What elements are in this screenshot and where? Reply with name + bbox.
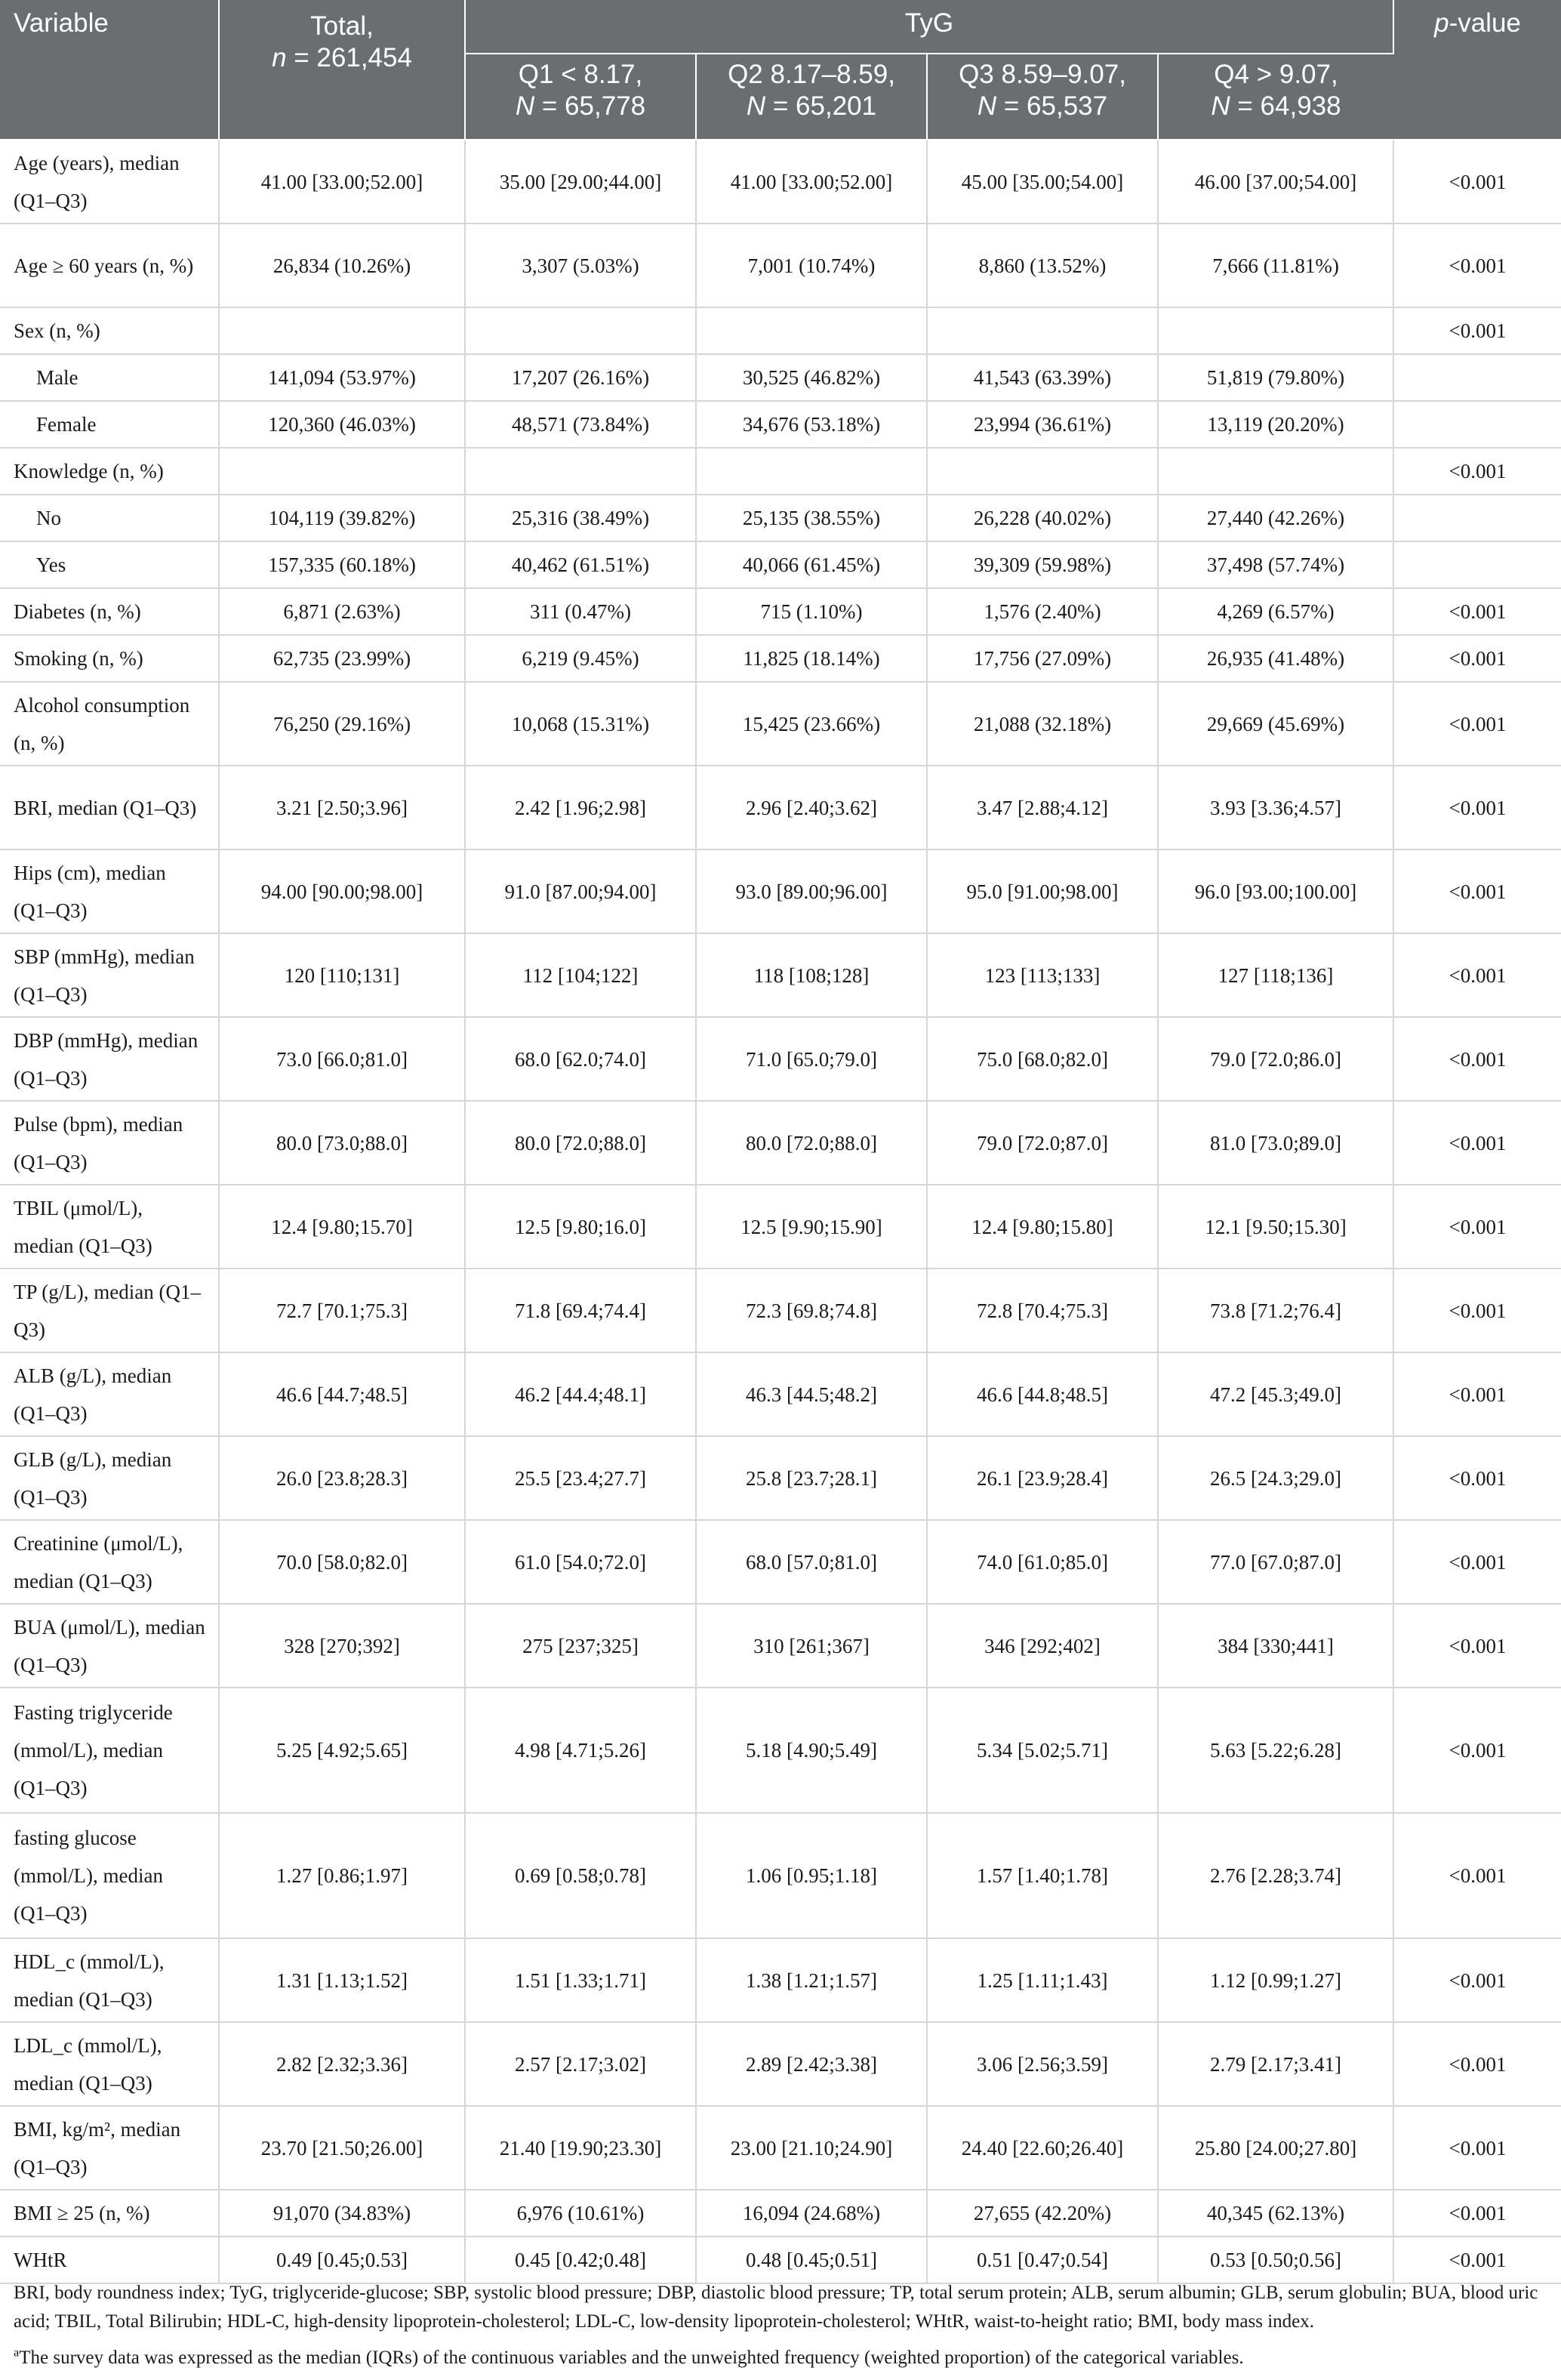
table-row (0, 682, 1561, 766)
cell-q3: 26,228 (40.02%) (927, 495, 1158, 541)
cell-pvalue: <0.001 (1393, 766, 1561, 849)
cell-q2 (696, 307, 927, 354)
cell-q1: 80.0 [72.0;88.0] (465, 1101, 696, 1185)
cell-total (219, 448, 465, 495)
cell-total: 26,834 (10.26%) (219, 224, 465, 307)
table-header (0, 0, 1561, 140)
cell-total: 70.0 [58.0;82.0] (219, 1520, 465, 1604)
cell-total: 104,119 (39.82%) (219, 495, 465, 541)
footnote-note (14, 2344, 1546, 2372)
cell-q4: 1.12 [0.99;1.27] (1158, 1938, 1393, 2022)
cell-q4: 27,440 (42.26%) (1158, 495, 1393, 541)
cell-q3: 1.25 [1.11;1.43] (927, 1938, 1158, 2022)
cell-q2: 7,001 (10.74%) (696, 224, 927, 307)
table-row (0, 849, 1561, 933)
cell-q2: 93.0 [89.00;96.00] (696, 849, 927, 933)
cell-q4 (1158, 307, 1393, 354)
cell-q3: 123 [113;133] (927, 933, 1158, 1017)
header-total-line1: Total, (310, 11, 374, 41)
cell-pvalue: <0.001 (1393, 1813, 1561, 1938)
quartile-label: Q1 < 8.17, (518, 60, 643, 89)
cell-pvalue: <0.001 (1393, 1604, 1561, 1688)
cell-pvalue: <0.001 (1393, 933, 1561, 1017)
cell-pvalue: <0.001 (1393, 1017, 1561, 1101)
cell-pvalue: <0.001 (1393, 1688, 1561, 1813)
cell-q1: 48,571 (73.84%) (465, 401, 696, 448)
cell-pvalue: <0.001 (1393, 2237, 1561, 2283)
cell-total: 41.00 [33.00;52.00] (219, 140, 465, 224)
cell-variable: Creatinine (μmol/L), median (Q1–Q3) (0, 1520, 219, 1604)
cell-total: 23.70 [21.50;26.00] (219, 2106, 465, 2190)
cell-q3: 41,543 (63.39%) (927, 354, 1158, 401)
header-total-n-value: = 261,454 (286, 43, 412, 72)
cell-pvalue: <0.001 (1393, 682, 1561, 766)
quartile-n-value: = 65,201 (765, 91, 877, 121)
quartile-label: Q2 8.17–8.59, (728, 60, 895, 89)
cell-q4: 4,269 (6.57%) (1158, 588, 1393, 635)
header-quartile-q4 (1158, 54, 1393, 140)
cell-variable: Age ≥ 60 years (n, %) (0, 224, 219, 307)
cell-q2: 2.89 [2.42;3.38] (696, 2022, 927, 2106)
header-total (219, 0, 465, 140)
cell-variable: LDL_c (mmol/L), median (Q1–Q3) (0, 2022, 219, 2106)
table-row (0, 1352, 1561, 1436)
cell-q1 (465, 307, 696, 354)
cell-pvalue: <0.001 (1393, 635, 1561, 682)
cell-q2: 16,094 (24.68%) (696, 2190, 927, 2237)
cell-total: 73.0 [66.0;81.0] (219, 1017, 465, 1101)
cell-q1: 0.45 [0.42;0.48] (465, 2237, 696, 2283)
cell-q1: 35.00 [29.00;44.00] (465, 140, 696, 224)
cell-pvalue: <0.001 (1393, 1185, 1561, 1269)
quartile-n-label: N (746, 91, 766, 121)
table-row (0, 1017, 1561, 1101)
cell-q1: 3,307 (5.03%) (465, 224, 696, 307)
cell-q2: 1.06 [0.95;1.18] (696, 1813, 927, 1938)
cell-total: 91,070 (34.83%) (219, 2190, 465, 2237)
table-row (0, 1101, 1561, 1185)
cell-pvalue: <0.001 (1393, 307, 1561, 354)
quartile-n-value: = 65,537 (996, 91, 1108, 121)
cell-q4: 2.79 [2.17;3.41] (1158, 2022, 1393, 2106)
cell-q4: 12.1 [9.50;15.30] (1158, 1185, 1393, 1269)
table-row (0, 635, 1561, 682)
cell-variable: Sex (n, %) (0, 307, 219, 354)
header-pvalue-rest: -value (1449, 8, 1521, 38)
table-row (0, 1813, 1561, 1938)
cell-q4: 77.0 [67.0;87.0] (1158, 1520, 1393, 1604)
table-body (0, 140, 1561, 2283)
cell-q2: 15,425 (23.66%) (696, 682, 927, 766)
cell-q4: 2.76 [2.28;3.74] (1158, 1813, 1393, 1938)
cell-q1 (465, 448, 696, 495)
cell-q2: 23.00 [21.10;24.90] (696, 2106, 927, 2190)
cell-pvalue: <0.001 (1393, 448, 1561, 495)
cell-q2: 25.8 [23.7;28.1] (696, 1436, 927, 1520)
table-row (0, 1185, 1561, 1269)
cell-q4: 127 [118;136] (1158, 933, 1393, 1017)
cell-variable: BUA (μmol/L), median (Q1–Q3) (0, 1604, 219, 1688)
cell-q3: 3.06 [2.56;3.59] (927, 2022, 1158, 2106)
table-footnote (14, 2279, 1546, 2380)
table-row (0, 1520, 1561, 1604)
cell-q1: 4.98 [4.71;5.26] (465, 1688, 696, 1813)
cell-q2: 25,135 (38.55%) (696, 495, 927, 541)
cell-q3: 1,576 (2.40%) (927, 588, 1158, 635)
table-row (0, 1436, 1561, 1520)
cell-q2: 72.3 [69.8;74.8] (696, 1269, 927, 1352)
cell-q4: 0.53 [0.50;0.56] (1158, 2237, 1393, 2283)
cell-q3: 95.0 [91.00;98.00] (927, 849, 1158, 933)
header-total-n-label: n (272, 43, 287, 72)
table-row (0, 224, 1561, 307)
cell-q1: 2.42 [1.96;2.98] (465, 766, 696, 849)
table-row (0, 495, 1561, 541)
cell-q1: 10,068 (15.31%) (465, 682, 696, 766)
cell-q1: 17,207 (26.16%) (465, 354, 696, 401)
cell-variable: GLB (g/L), median (Q1–Q3) (0, 1436, 219, 1520)
cell-total: 0.49 [0.45;0.53] (219, 2237, 465, 2283)
cell-q2: 46.3 [44.5;48.2] (696, 1352, 927, 1436)
cell-total: 141,094 (53.97%) (219, 354, 465, 401)
cell-q1: 25,316 (38.49%) (465, 495, 696, 541)
cell-pvalue: <0.001 (1393, 1436, 1561, 1520)
cell-q3: 79.0 [72.0;87.0] (927, 1101, 1158, 1185)
cell-q1: 6,976 (10.61%) (465, 2190, 696, 2237)
cell-pvalue: <0.001 (1393, 140, 1561, 224)
cell-q4: 13,119 (20.20%) (1158, 401, 1393, 448)
cell-q3: 27,655 (42.20%) (927, 2190, 1158, 2237)
cell-q2: 118 [108;128] (696, 933, 927, 1017)
cell-q4: 3.93 [3.36;4.57] (1158, 766, 1393, 849)
cell-q3: 23,994 (36.61%) (927, 401, 1158, 448)
cell-q3: 26.1 [23.9;28.4] (927, 1436, 1158, 1520)
cell-q1: 46.2 [44.4;48.1] (465, 1352, 696, 1436)
cell-variable: Fasting triglyceride (mmol/L), median (Q1–Q3) (0, 1688, 219, 1813)
cell-variable: HDL_c (mmol/L), median (Q1–Q3) (0, 1938, 219, 2022)
cell-total (219, 307, 465, 354)
cell-q3: 3.47 [2.88;4.12] (927, 766, 1158, 849)
cell-total: 76,250 (29.16%) (219, 682, 465, 766)
cell-q3: 74.0 [61.0;85.0] (927, 1520, 1158, 1604)
cell-q4: 51,819 (79.80%) (1158, 354, 1393, 401)
cell-variable: Smoking (n, %) (0, 635, 219, 682)
cell-variable: ALB (g/L), median (Q1–Q3) (0, 1352, 219, 1436)
cell-q2: 1.38 [1.21;1.57] (696, 1938, 927, 2022)
cell-q1: 275 [237;325] (465, 1604, 696, 1688)
cell-q4: 73.8 [71.2;76.4] (1158, 1269, 1393, 1352)
cell-total: 2.82 [2.32;3.36] (219, 2022, 465, 2106)
cell-pvalue: <0.001 (1393, 1352, 1561, 1436)
cell-total: 94.00 [90.00;98.00] (219, 849, 465, 933)
cell-pvalue: <0.001 (1393, 2106, 1561, 2190)
cell-q2: 5.18 [4.90;5.49] (696, 1688, 927, 1813)
cell-q1: 71.8 [69.4;74.4] (465, 1269, 696, 1352)
cell-q3 (927, 307, 1158, 354)
table-row (0, 401, 1561, 448)
cell-pvalue: <0.001 (1393, 1938, 1561, 2022)
cell-total: 72.7 [70.1;75.3] (219, 1269, 465, 1352)
cell-pvalue (1393, 541, 1561, 588)
cell-q2: 40,066 (61.45%) (696, 541, 927, 588)
table-row (0, 588, 1561, 635)
cell-q2: 34,676 (53.18%) (696, 401, 927, 448)
cell-q1: 91.0 [87.00;94.00] (465, 849, 696, 933)
cell-total: 5.25 [4.92;5.65] (219, 1688, 465, 1813)
table-row (0, 2237, 1561, 2283)
quartile-n-value: = 64,938 (1230, 91, 1341, 121)
cell-q1: 25.5 [23.4;27.7] (465, 1436, 696, 1520)
cell-q4: 46.00 [37.00;54.00] (1158, 140, 1393, 224)
cell-variable: Knowledge (n, %) (0, 448, 219, 495)
cell-pvalue: <0.001 (1393, 2022, 1561, 2106)
cell-q1: 61.0 [54.0;72.0] (465, 1520, 696, 1604)
cell-q2: 71.0 [65.0;79.0] (696, 1017, 927, 1101)
cell-pvalue: <0.001 (1393, 1101, 1561, 1185)
cell-q3: 39,309 (59.98%) (927, 541, 1158, 588)
cell-total: 46.6 [44.7;48.5] (219, 1352, 465, 1436)
cell-q2: 11,825 (18.14%) (696, 635, 927, 682)
cell-total: 157,335 (60.18%) (219, 541, 465, 588)
cell-variable: Male (0, 354, 219, 401)
cell-q3: 45.00 [35.00;54.00] (927, 140, 1158, 224)
cell-q2: 310 [261;367] (696, 1604, 927, 1688)
cell-total: 328 [270;392] (219, 1604, 465, 1688)
cell-q3: 24.40 [22.60;26.40] (927, 2106, 1158, 2190)
cell-variable: Yes (0, 541, 219, 588)
cell-q4: 5.63 [5.22;6.28] (1158, 1688, 1393, 1813)
cell-q2: 80.0 [72.0;88.0] (696, 1101, 927, 1185)
table-row (0, 2106, 1561, 2190)
cell-pvalue: <0.001 (1393, 1269, 1561, 1352)
cell-total: 6,871 (2.63%) (219, 588, 465, 635)
cell-q2: 2.96 [2.40;3.62] (696, 766, 927, 849)
cell-variable: BRI, median (Q1–Q3) (0, 766, 219, 849)
cell-q1: 311 (0.47%) (465, 588, 696, 635)
cell-variable: Alcohol consumption (n, %) (0, 682, 219, 766)
cell-pvalue: <0.001 (1393, 224, 1561, 307)
cell-pvalue (1393, 495, 1561, 541)
cell-q1: 0.69 [0.58;0.78] (465, 1813, 696, 1938)
cell-q4: 40,345 (62.13%) (1158, 2190, 1393, 2237)
header-quartile-q3 (927, 54, 1158, 140)
cell-variable: Pulse (bpm), median (Q1–Q3) (0, 1101, 219, 1185)
cell-q2: 0.48 [0.45;0.51] (696, 2237, 927, 2283)
cell-variable: TP (g/L), median (Q1–Q3) (0, 1269, 219, 1352)
cell-q3 (927, 448, 1158, 495)
cell-variable: Age (years), median (Q1–Q3) (0, 140, 219, 224)
cell-pvalue (1393, 354, 1561, 401)
cell-q3: 17,756 (27.09%) (927, 635, 1158, 682)
cell-variable: Female (0, 401, 219, 448)
cell-total: 1.31 [1.13;1.52] (219, 1938, 465, 2022)
header-tyg: TyG (465, 0, 1393, 54)
cell-pvalue (1393, 401, 1561, 448)
cell-q3: 5.34 [5.02;5.71] (927, 1688, 1158, 1813)
header-pvalue (1393, 0, 1561, 140)
cell-variable: fasting glucose (mmol/L), median (Q1–Q3) (0, 1813, 219, 1938)
table-row (0, 354, 1561, 401)
cell-q2: 41.00 [33.00;52.00] (696, 140, 927, 224)
table-row (0, 1269, 1561, 1352)
cell-variable: No (0, 495, 219, 541)
cell-q3: 346 [292;402] (927, 1604, 1158, 1688)
header-quartile-q1 (465, 54, 696, 140)
cell-q2: 715 (1.10%) (696, 588, 927, 635)
cell-total: 12.4 [9.80;15.70] (219, 1185, 465, 1269)
cell-variable: SBP (mmHg), median (Q1–Q3) (0, 933, 219, 1017)
header-quartile-q2 (696, 54, 927, 140)
table-row (0, 766, 1561, 849)
cell-q4: 7,666 (11.81%) (1158, 224, 1393, 307)
header-pvalue-italic: p (1434, 8, 1449, 38)
cell-q2 (696, 448, 927, 495)
table-row (0, 1688, 1561, 1813)
cell-total: 80.0 [73.0;88.0] (219, 1101, 465, 1185)
cell-q4: 384 [330;441] (1158, 1604, 1393, 1688)
cell-q4: 37,498 (57.74%) (1158, 541, 1393, 588)
cell-pvalue: <0.001 (1393, 1520, 1561, 1604)
quartile-n-label: N (1211, 91, 1230, 121)
cell-pvalue: <0.001 (1393, 588, 1561, 635)
cell-q1: 2.57 [2.17;3.02] (465, 2022, 696, 2106)
table-row (0, 1604, 1561, 1688)
cell-q2: 12.5 [9.90;15.90] (696, 1185, 927, 1269)
footnote-abbreviations: BRI, body roundness index; TyG, triglyceride-glucose; SBP, systolic blood pressure; DBP, diastolic blood pressure; TP, total serum protein; ALB, serum albumin; GLB, serum globulin; BUA, blood uric acid; TBIL, Total Bilirubin; HDL-C, high-density lipoprotein-cholesterol; LDL-C, low-density lipoprotein-cholesterol; WHtR, waist-to-height ratio; BMI, body mass index. (14, 2283, 1538, 2332)
cell-q1: 112 [104;122] (465, 933, 696, 1017)
table-row (0, 933, 1561, 1017)
cell-q1: 12.5 [9.80;16.0] (465, 1185, 696, 1269)
cell-q1: 68.0 [62.0;74.0] (465, 1017, 696, 1101)
cell-total: 26.0 [23.8;28.3] (219, 1436, 465, 1520)
quartile-n-label: N (515, 91, 535, 121)
cell-total: 120,360 (46.03%) (219, 401, 465, 448)
table-row (0, 2190, 1561, 2237)
cell-variable: TBIL (μmol/L), median (Q1–Q3) (0, 1185, 219, 1269)
cell-q4: 79.0 [72.0;86.0] (1158, 1017, 1393, 1101)
cell-q4: 96.0 [93.00;100.00] (1158, 849, 1393, 933)
cell-q4 (1158, 448, 1393, 495)
quartile-label: Q4 > 9.07, (1214, 60, 1338, 89)
cell-q3: 0.51 [0.47;0.54] (927, 2237, 1158, 2283)
cell-q2: 30,525 (46.82%) (696, 354, 927, 401)
cell-pvalue: <0.001 (1393, 849, 1561, 933)
footnote-marker: a (14, 2345, 20, 2360)
cell-q3: 46.6 [44.8;48.5] (927, 1352, 1158, 1436)
cell-q4: 25.80 [24.00;27.80] (1158, 2106, 1393, 2190)
table-row (0, 448, 1561, 495)
cell-q3: 75.0 [68.0;82.0] (927, 1017, 1158, 1101)
cell-total: 120 [110;131] (219, 933, 465, 1017)
cell-variable: WHtR (0, 2237, 219, 2283)
cell-variable: DBP (mmHg), median (Q1–Q3) (0, 1017, 219, 1101)
cell-q4: 47.2 [45.3;49.0] (1158, 1352, 1393, 1436)
cell-q3: 8,860 (13.52%) (927, 224, 1158, 307)
cell-q3: 21,088 (32.18%) (927, 682, 1158, 766)
quartile-n-value: = 65,778 (534, 91, 646, 121)
cell-total: 62,735 (23.99%) (219, 635, 465, 682)
cell-q3: 1.57 [1.40;1.78] (927, 1813, 1158, 1938)
quartile-n-label: N (977, 91, 997, 121)
cell-q3: 72.8 [70.4;75.3] (927, 1269, 1158, 1352)
cell-q1: 1.51 [1.33;1.71] (465, 1938, 696, 2022)
cell-q2: 68.0 [57.0;81.0] (696, 1520, 927, 1604)
header-variable: Variable (0, 0, 219, 140)
cell-q1: 21.40 [19.90;23.30] (465, 2106, 696, 2190)
table-row (0, 2022, 1561, 2106)
cell-q1: 40,462 (61.51%) (465, 541, 696, 588)
cell-variable: Hips (cm), median (Q1–Q3) (0, 849, 219, 933)
cell-q3: 12.4 [9.80;15.80] (927, 1185, 1158, 1269)
cell-q4: 26,935 (41.48%) (1158, 635, 1393, 682)
cell-q1: 6,219 (9.45%) (465, 635, 696, 682)
table-row (0, 541, 1561, 588)
cell-variable: BMI, kg/m², median (Q1–Q3) (0, 2106, 219, 2190)
cell-total: 3.21 [2.50;3.96] (219, 766, 465, 849)
table-row (0, 140, 1561, 224)
cell-pvalue: <0.001 (1393, 2190, 1561, 2237)
cell-q4: 26.5 [24.3;29.0] (1158, 1436, 1393, 1520)
footnote-note-text: The survey data was expressed as the median (IQRs) of the continuous variables and the unweighted frequency (weighted proportion) of the categorical variables. (19, 2348, 1244, 2368)
table-row (0, 307, 1561, 354)
table-row (0, 1938, 1561, 2022)
quartile-label: Q3 8.59–9.07, (959, 60, 1126, 89)
cell-variable: Diabetes (n, %) (0, 588, 219, 635)
cell-q4: 29,669 (45.69%) (1158, 682, 1393, 766)
cell-q4: 81.0 [73.0;89.0] (1158, 1101, 1393, 1185)
cell-total: 1.27 [0.86;1.97] (219, 1813, 465, 1938)
cell-variable: BMI ≥ 25 (n, %) (0, 2190, 219, 2237)
